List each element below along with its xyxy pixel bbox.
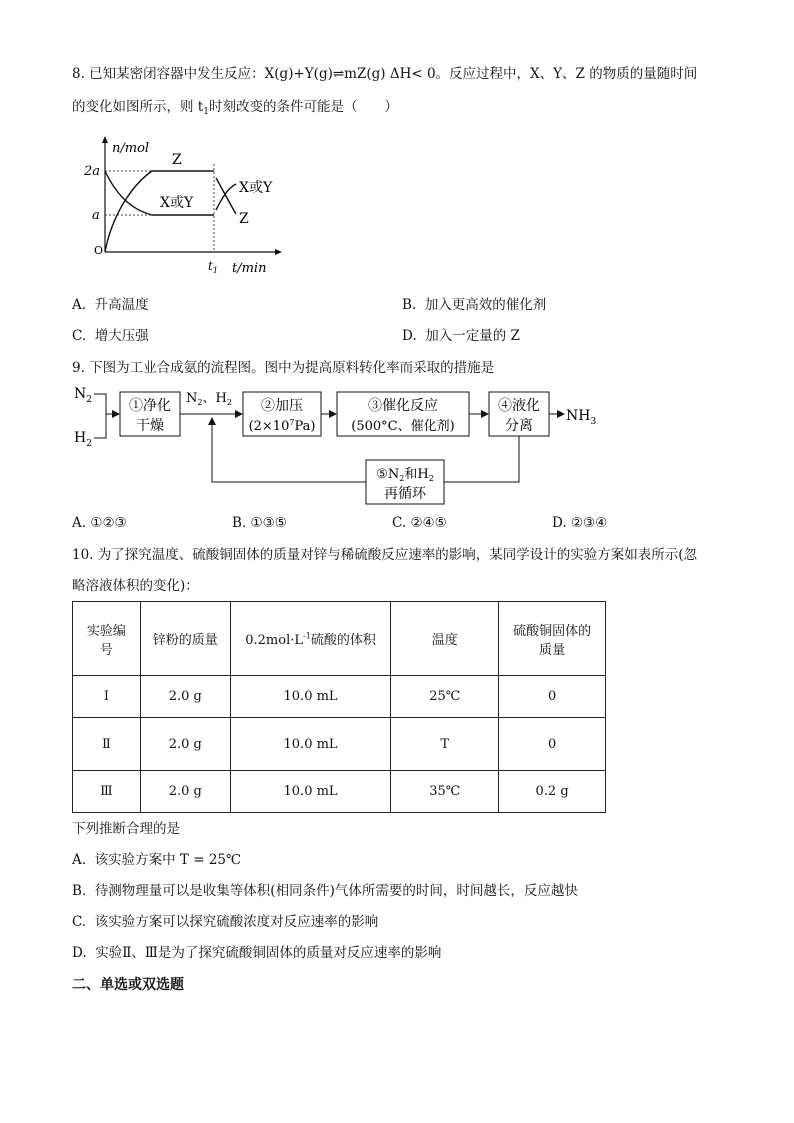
cell-cuso4: 0.2 g <box>499 771 606 813</box>
graph-x-arrow <box>275 249 282 255</box>
cell-zinc: 2.0 g <box>140 771 230 813</box>
q10-table <box>72 601 606 813</box>
flow-step2-line1: ②加压 <box>261 398 303 414</box>
table-row <box>73 676 606 718</box>
label-z-top: Z <box>172 152 182 168</box>
q9-stem: 9. 下图为工业合成氨的流程图。图中为提高原料转化率而采取的措施是 <box>72 360 495 376</box>
flow-mid-label: $N_2$、$H_2$ <box>186 391 232 407</box>
q8-graph <box>72 130 292 280</box>
label-x-or-y: X或Y <box>160 195 194 211</box>
q9-option-d[interactable]: D. ②③④ <box>552 515 608 531</box>
q8-options-row2 <box>72 326 732 346</box>
graph-y-arrow <box>102 136 108 143</box>
q9-flowchart <box>72 380 632 508</box>
graph-tick-2a: 2a <box>84 164 101 179</box>
q10-option-c[interactable]: C. 该实验方案可以探究硫酸浓度对反应速率的影响 <box>72 914 379 930</box>
q9-option-b[interactable]: B. ①③⑤ <box>232 515 287 531</box>
flow-input-n2: $N_2$ <box>74 386 92 405</box>
flow-input-bracket <box>94 394 106 438</box>
cell-id: Ⅲ <box>73 771 141 813</box>
q8-option-c[interactable]: C. 增大压强 <box>72 328 149 344</box>
table-row <box>73 718 606 771</box>
q10-stem-line1: 10. 为了探究温度、硫酸铜固体的质量对锌与稀硫酸反应速率的影响，某同学设计的实验方案如表所示(忽 <box>72 547 698 563</box>
flow-step2-line2: $(2\times 10^7Pa)$ <box>248 418 316 434</box>
table-header-row <box>73 602 606 676</box>
th-acid-volume: $0.2mol\cdot L^{-1}$硫酸的体积 <box>230 602 391 676</box>
curve-z <box>105 171 214 252</box>
label-t1: $t_1$ <box>208 259 218 275</box>
cell-temp: 25℃ <box>391 676 499 718</box>
cell-acid: 10.0 mL <box>230 771 391 813</box>
flow-step1-line2: 干燥 <box>136 418 164 434</box>
label-z-right: Z <box>239 211 249 227</box>
q10-option-b[interactable]: B. 待测物理量可以是收集等体积(相同条件)气体所需要的时间，时间越长，反应越快 <box>72 883 578 899</box>
q8-option-a[interactable]: A. 升高温度 <box>72 297 149 313</box>
cell-id: Ⅰ <box>73 676 141 718</box>
q10-prompt: 下列推断合理的是 <box>72 821 180 837</box>
cell-acid: 10.0 mL <box>230 676 391 718</box>
flow-step4-line2: 分离 <box>505 418 533 434</box>
q8-stem-line2: 的变化如图所示，则 $t_1$时刻改变的条件可能是（ ） <box>72 99 398 117</box>
q8-option-b[interactable]: B. 加入更高效的催化剂 <box>402 297 547 313</box>
section-title: 二、单选或双选题 <box>72 977 184 993</box>
graph-y-axis-label: n/mol <box>112 141 150 156</box>
cell-zinc: 2.0 g <box>140 718 230 771</box>
flow-step4-line1: ④液化 <box>498 398 540 414</box>
q8-options-row1 <box>72 295 732 315</box>
graph-origin: O <box>94 244 104 257</box>
flow-step1-line1: ①净化 <box>129 398 171 414</box>
q10-option-d[interactable]: D. 实验Ⅱ、Ⅲ是为了探究硫酸铜固体的质量对反应速率的影响 <box>72 945 442 961</box>
label-x-or-y-right: X或Y <box>239 180 273 196</box>
curve-z-after-t1 <box>216 178 236 214</box>
cell-cuso4: 0 <box>499 718 606 771</box>
cell-temp: 35℃ <box>391 771 499 813</box>
cell-acid: 10.0 mL <box>230 718 391 771</box>
flow-recycle-line2: 再循环 <box>384 486 426 502</box>
cell-cuso4: 0 <box>499 676 606 718</box>
th-experiment-no: 实验编 号 <box>73 602 141 676</box>
cell-id: Ⅱ <box>73 718 141 771</box>
th-zinc-mass: 锌粉的质量 <box>140 602 230 676</box>
cell-temp: T <box>391 718 499 771</box>
q9-options <box>72 513 732 533</box>
q10-stem-line2: 略溶液体积的变化)： <box>72 578 199 594</box>
flow-step3-line1: ③催化反应 <box>368 398 438 414</box>
table-row <box>73 771 606 813</box>
th-temperature: 温度 <box>391 602 499 676</box>
q8-option-d[interactable]: D. 加入一定量的 Z <box>402 328 520 344</box>
flow-input-h2: $H_2$ <box>74 430 92 449</box>
graph-tick-a: a <box>92 208 100 223</box>
q9-option-c[interactable]: C. ②④⑤ <box>392 515 447 531</box>
q10-option-a[interactable]: A. 该实验方案中 T = 25℃ <box>72 852 242 868</box>
q9-option-a[interactable]: A. ①②③ <box>72 515 127 531</box>
flow-output-nh3: $NH_3$ <box>566 408 597 427</box>
flow-step3-line2: (500°C、催化剂) <box>351 419 455 434</box>
th-cuso4-mass: 硫酸铜固体的 质量 <box>499 602 606 676</box>
q8-stem-line1: 8. 已知某密闭容器中发生反应：X(g)+Y(g)⇌mZ(g) ΔH< 0。反应过程中，X、Y、Z 的物质的量随时间 <box>72 66 698 82</box>
cell-zinc: 2.0 g <box>140 676 230 718</box>
flow-recycle-line1: $⑤N_2$和$H_2$ <box>376 467 434 483</box>
graph-x-axis-label: t/min <box>232 261 267 276</box>
